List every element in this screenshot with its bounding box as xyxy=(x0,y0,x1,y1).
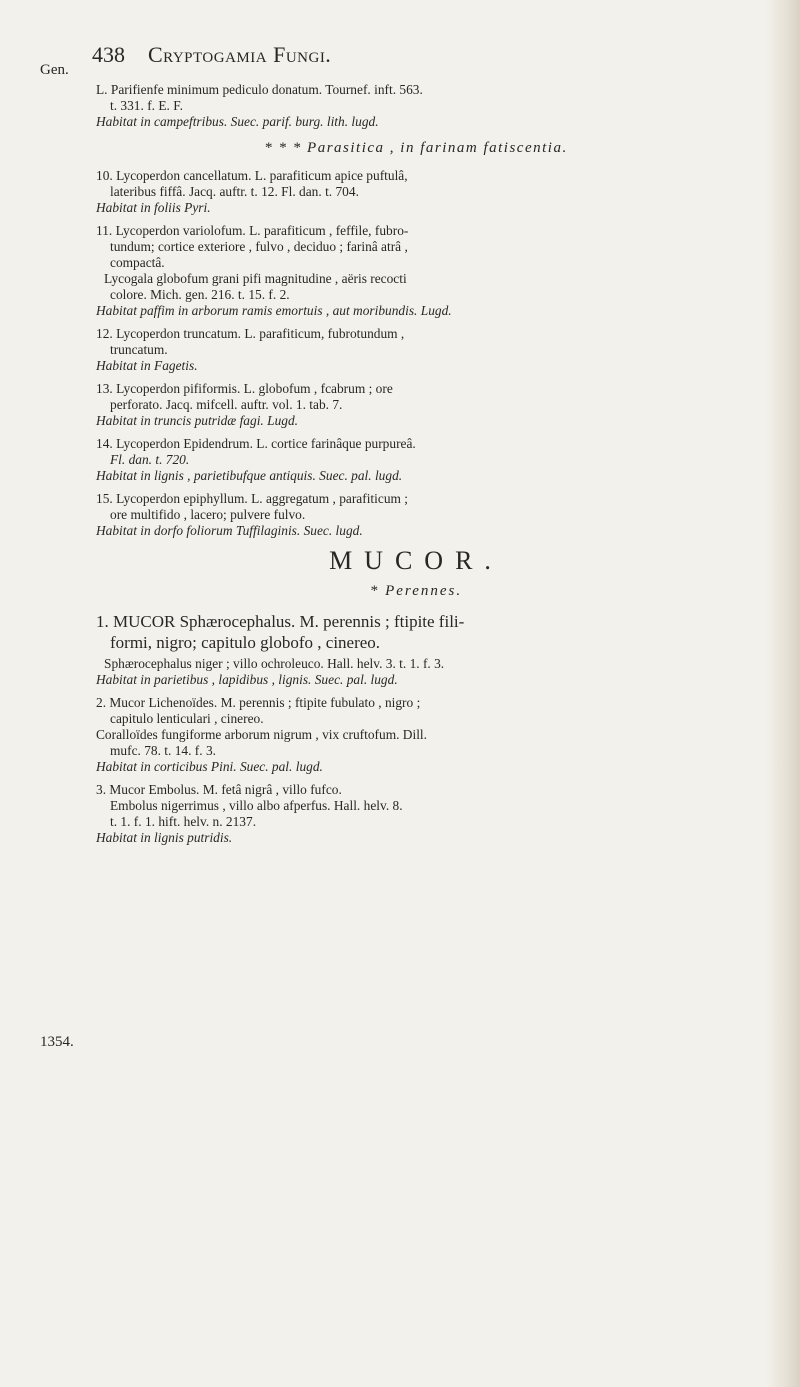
entry-habitat: Habitat in lignis , parietibufque antiquis. Suec. pal. lugd. xyxy=(96,468,403,483)
entry-synonym: mufc. 78. t. 14. f. 3. xyxy=(110,743,216,758)
entry-line: ore multifido , lacero; pulvere fulvo. xyxy=(110,507,306,522)
entry-line: t. 331. f. E. F. xyxy=(110,98,183,113)
entry-10 xyxy=(96,168,736,216)
entry-habitat: Habitat in parietibus , lapidibus , lignis. Suec. pal. lugd. xyxy=(96,672,398,687)
genus-heading: MUCOR. xyxy=(329,546,503,575)
entry-synonym: Coralloïdes fungiforme arborum nigrum , vix cruftofum. Dill. xyxy=(96,727,427,742)
body-text xyxy=(96,82,736,853)
entry-habitat: Habitat in truncis putridæ fagi. Lugd. xyxy=(96,413,298,428)
entry-line: 14. Lycoperdon Epidendrum. L. cortice farinâque purpureâ. xyxy=(96,436,416,451)
section-heading-parasitica: * * * Parasitica , in farinam fatiscentia. xyxy=(264,140,568,156)
entry-line: t. 1. f. 1. hift. helv. n. 2137. xyxy=(110,814,257,829)
entry-line: 2. Mucor Lichenoïdes. M. perennis ; ftipite fubulato , nigro ; xyxy=(96,695,421,710)
entry-line: 1. MUCOR Sphærocephalus. M. perennis ; ftipite fili- xyxy=(96,612,465,631)
entry-14 xyxy=(96,436,736,484)
margin-number-1354: 1354. xyxy=(40,1034,74,1050)
running-title: Cryptogamia Fungi. xyxy=(148,42,332,67)
entry-15 xyxy=(96,491,736,539)
margin-gen-label: Gen. xyxy=(40,62,69,78)
page-number: 438 xyxy=(92,42,125,67)
entry-line: L. Parifienfe minimum pediculo donatum. Tournef. inft. 563. xyxy=(96,82,423,97)
entry-line: compactâ. xyxy=(110,255,165,270)
entry-habitat: Habitat in dorfo foliorum Tuffilaginis. Suec. lugd. xyxy=(96,523,363,538)
entry-line: 13. Lycoperdon pififormis. L. globofum , fcabrum ; ore xyxy=(96,381,393,396)
mucor-entry-2 xyxy=(96,695,736,775)
entry-line: 10. Lycoperdon cancellatum. L. parafiticum apice puftulâ, xyxy=(96,168,408,183)
entry-12 xyxy=(96,326,736,374)
entry-synonym: Lycogala globofum grani pifi magnitudine , aëris recocti xyxy=(104,271,407,286)
entry-line: perforato. Jacq. mifcell. auftr. vol. 1. tab. 7. xyxy=(110,397,343,412)
entry-habitat: Habitat in campeftribus. Suec. parif. burg. lith. lugd. xyxy=(96,114,379,129)
entry-habitat: Habitat paffim in arborum ramis emortuis , aut moribundis. Lugd. xyxy=(96,303,452,318)
entry-line: 11. Lycoperdon variolofum. L. parafiticum , feffile, fubro- xyxy=(96,223,409,238)
entry-top xyxy=(96,82,736,130)
subsection-heading-perennes: * Perennes. xyxy=(369,583,463,599)
entry-synonym: Sphærocephalus niger ; villo ochroleuco. Hall. helv. 3. t. 1. f. 3. xyxy=(104,656,445,671)
entry-habitat: Habitat in Fagetis. xyxy=(96,358,198,373)
entry-habitat: Habitat in corticibus Pini. Suec. pal. lugd. xyxy=(96,759,323,774)
entry-line: Fl. dan. t. 720. xyxy=(110,452,190,467)
entry-line: formi, nigro; capitulo globofo , cinereo. xyxy=(110,633,381,652)
mucor-entry-1 xyxy=(96,611,736,688)
mucor-entry-3 xyxy=(96,782,736,846)
entry-habitat: Habitat in lignis putridis. xyxy=(96,830,233,845)
entry-line: Embolus nigerrimus , villo albo afperfus. Hall. helv. 8. xyxy=(110,798,403,813)
page-header xyxy=(92,42,732,76)
entry-habitat: Habitat in foliis Pyri. xyxy=(96,200,211,215)
entry-13 xyxy=(96,381,736,429)
entry-synonym: colore. Mich. gen. 216. t. 15. f. 2. xyxy=(110,287,290,302)
entry-11 xyxy=(96,223,736,319)
entry-line: lateribus fiffâ. Jacq. auftr. t. 12. Fl. dan. t. 704. xyxy=(110,184,359,199)
entry-line: tundum; cortice exteriore , fulvo , deciduo ; farinâ atrâ , xyxy=(110,239,408,254)
entry-line: truncatum. xyxy=(110,342,168,357)
entry-line: 3. Mucor Embolus. M. fetâ nigrâ , villo fufco. xyxy=(96,782,342,797)
entry-line: 12. Lycoperdon truncatum. L. parafiticum, fubrotundum , xyxy=(96,326,405,341)
page-edge-shadow xyxy=(766,0,800,1387)
entry-line: capitulo lenticulari , cinereo. xyxy=(110,711,264,726)
entry-line: 15. Lycoperdon epiphyllum. L. aggregatum , parafiticum ; xyxy=(96,491,408,506)
